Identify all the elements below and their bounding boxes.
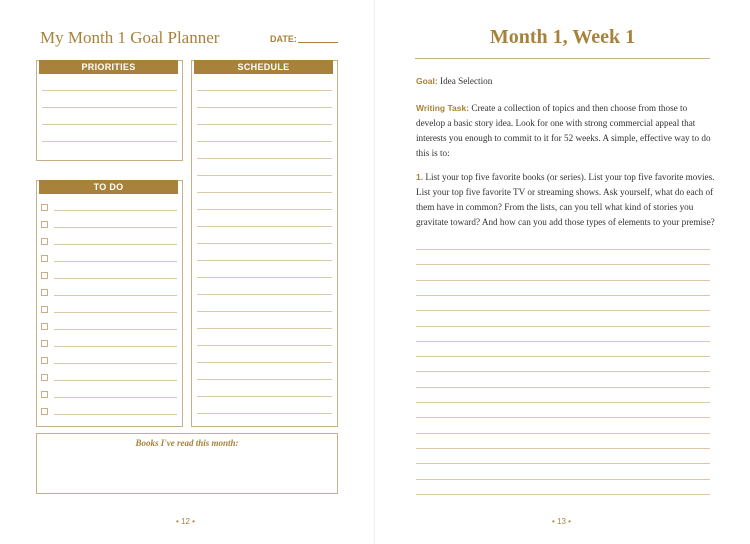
todo-checkbox[interactable] <box>41 221 48 228</box>
schedule-line[interactable] <box>197 124 332 125</box>
todo-checkbox[interactable] <box>41 408 48 415</box>
schedule-line[interactable] <box>197 90 332 91</box>
schedule-line[interactable] <box>197 243 332 244</box>
writing-line[interactable] <box>416 371 710 372</box>
writing-line[interactable] <box>416 264 710 265</box>
schedule-header: SCHEDULE <box>194 60 333 74</box>
schedule-line[interactable] <box>197 209 332 210</box>
writing-line[interactable] <box>416 479 710 480</box>
todo-checkbox[interactable] <box>41 289 48 296</box>
todo-checkbox[interactable] <box>41 272 48 279</box>
schedule-line[interactable] <box>197 396 332 397</box>
schedule-line[interactable] <box>197 175 332 176</box>
writing-line[interactable] <box>416 402 710 403</box>
todo-line[interactable] <box>54 261 177 262</box>
writing-line[interactable] <box>416 249 710 250</box>
date-label: DATE: <box>270 34 297 44</box>
schedule-line[interactable] <box>197 379 332 380</box>
todo-line[interactable] <box>54 380 177 381</box>
goal-label: Goal: <box>416 76 438 86</box>
schedule-line[interactable] <box>197 141 332 142</box>
todo-line[interactable] <box>54 312 177 313</box>
todo-line[interactable] <box>54 295 177 296</box>
schedule-line[interactable] <box>197 311 332 312</box>
todo-line[interactable] <box>54 227 177 228</box>
todo-line[interactable] <box>54 329 177 330</box>
writing-line[interactable] <box>416 433 710 434</box>
todo-header: TO DO <box>39 180 178 194</box>
writing-line[interactable] <box>416 326 710 327</box>
writing-line[interactable] <box>416 356 710 357</box>
todo-checkbox[interactable] <box>41 357 48 364</box>
todo-line[interactable] <box>54 414 177 415</box>
todo-checkbox[interactable] <box>41 255 48 262</box>
schedule-line[interactable] <box>197 260 332 261</box>
writing-task-paragraph <box>416 101 716 161</box>
schedule-line[interactable] <box>197 362 332 363</box>
priorities-box <box>36 60 183 161</box>
schedule-line[interactable] <box>197 107 332 108</box>
todo-checkbox[interactable] <box>41 340 48 347</box>
week-title: Month 1, Week 1 <box>489 26 636 48</box>
writing-line[interactable] <box>416 463 710 464</box>
todo-line[interactable] <box>54 397 177 398</box>
todo-checkbox[interactable] <box>41 238 48 245</box>
schedule-line[interactable] <box>197 328 332 329</box>
todo-line[interactable] <box>54 210 177 211</box>
priorities-line[interactable] <box>42 90 177 91</box>
todo-line[interactable] <box>54 363 177 364</box>
todo-checkbox[interactable] <box>41 391 48 398</box>
writing-task-text: Create a collection of topics and then choose from those to develop a basic story idea. Look for one with strong commercial appeal that interests you enough to commit to it for 52 weeks. A simple, effective way to do this is to: <box>416 103 711 158</box>
todo-line[interactable] <box>54 346 177 347</box>
right-page <box>375 0 750 544</box>
priorities-line[interactable] <box>42 124 177 125</box>
writing-line[interactable] <box>416 417 710 418</box>
todo-checkbox[interactable] <box>41 374 48 381</box>
goal-paragraph <box>416 74 716 89</box>
schedule-line[interactable] <box>197 277 332 278</box>
step-text: List your top five favorite books (or series). List your top five favorite movies. List your top five favorite TV or streaming shows. Ask yourself, what do each of them have in common? From the lists, can you tell what kind of stories you gravitate toward? And how can you add those types of elements to your premise? <box>416 172 715 227</box>
todo-box <box>36 180 183 427</box>
date-field[interactable] <box>298 42 338 43</box>
planner-title: My Month 1 Goal Planner <box>40 28 220 47</box>
writing-task-label: Writing Task: <box>416 103 470 113</box>
books-label: Books I've read this month: <box>135 438 239 448</box>
priorities-line[interactable] <box>42 107 177 108</box>
title-divider <box>415 58 710 59</box>
writing-line[interactable] <box>416 280 710 281</box>
writing-line[interactable] <box>416 341 710 342</box>
goal-text: Idea Selection <box>437 76 493 86</box>
schedule-line[interactable] <box>197 192 332 193</box>
todo-line[interactable] <box>54 244 177 245</box>
page-number-right: • 13 • <box>552 517 571 526</box>
writing-line[interactable] <box>416 310 710 311</box>
schedule-line[interactable] <box>197 158 332 159</box>
page-number-left: • 12 • <box>176 517 195 526</box>
priorities-header: PRIORITIES <box>39 60 178 74</box>
todo-line[interactable] <box>54 278 177 279</box>
todo-checkbox[interactable] <box>41 204 48 211</box>
schedule-line[interactable] <box>197 294 332 295</box>
writing-line[interactable] <box>416 494 710 495</box>
todo-checkbox[interactable] <box>41 306 48 313</box>
writing-line[interactable] <box>416 387 710 388</box>
step-paragraph <box>416 170 716 230</box>
writing-line[interactable] <box>416 448 710 449</box>
writing-line[interactable] <box>416 295 710 296</box>
step-number: 1. <box>416 172 424 182</box>
schedule-line[interactable] <box>197 226 332 227</box>
todo-checkbox[interactable] <box>41 323 48 330</box>
schedule-line[interactable] <box>197 345 332 346</box>
schedule-line[interactable] <box>197 413 332 414</box>
priorities-line[interactable] <box>42 141 177 142</box>
